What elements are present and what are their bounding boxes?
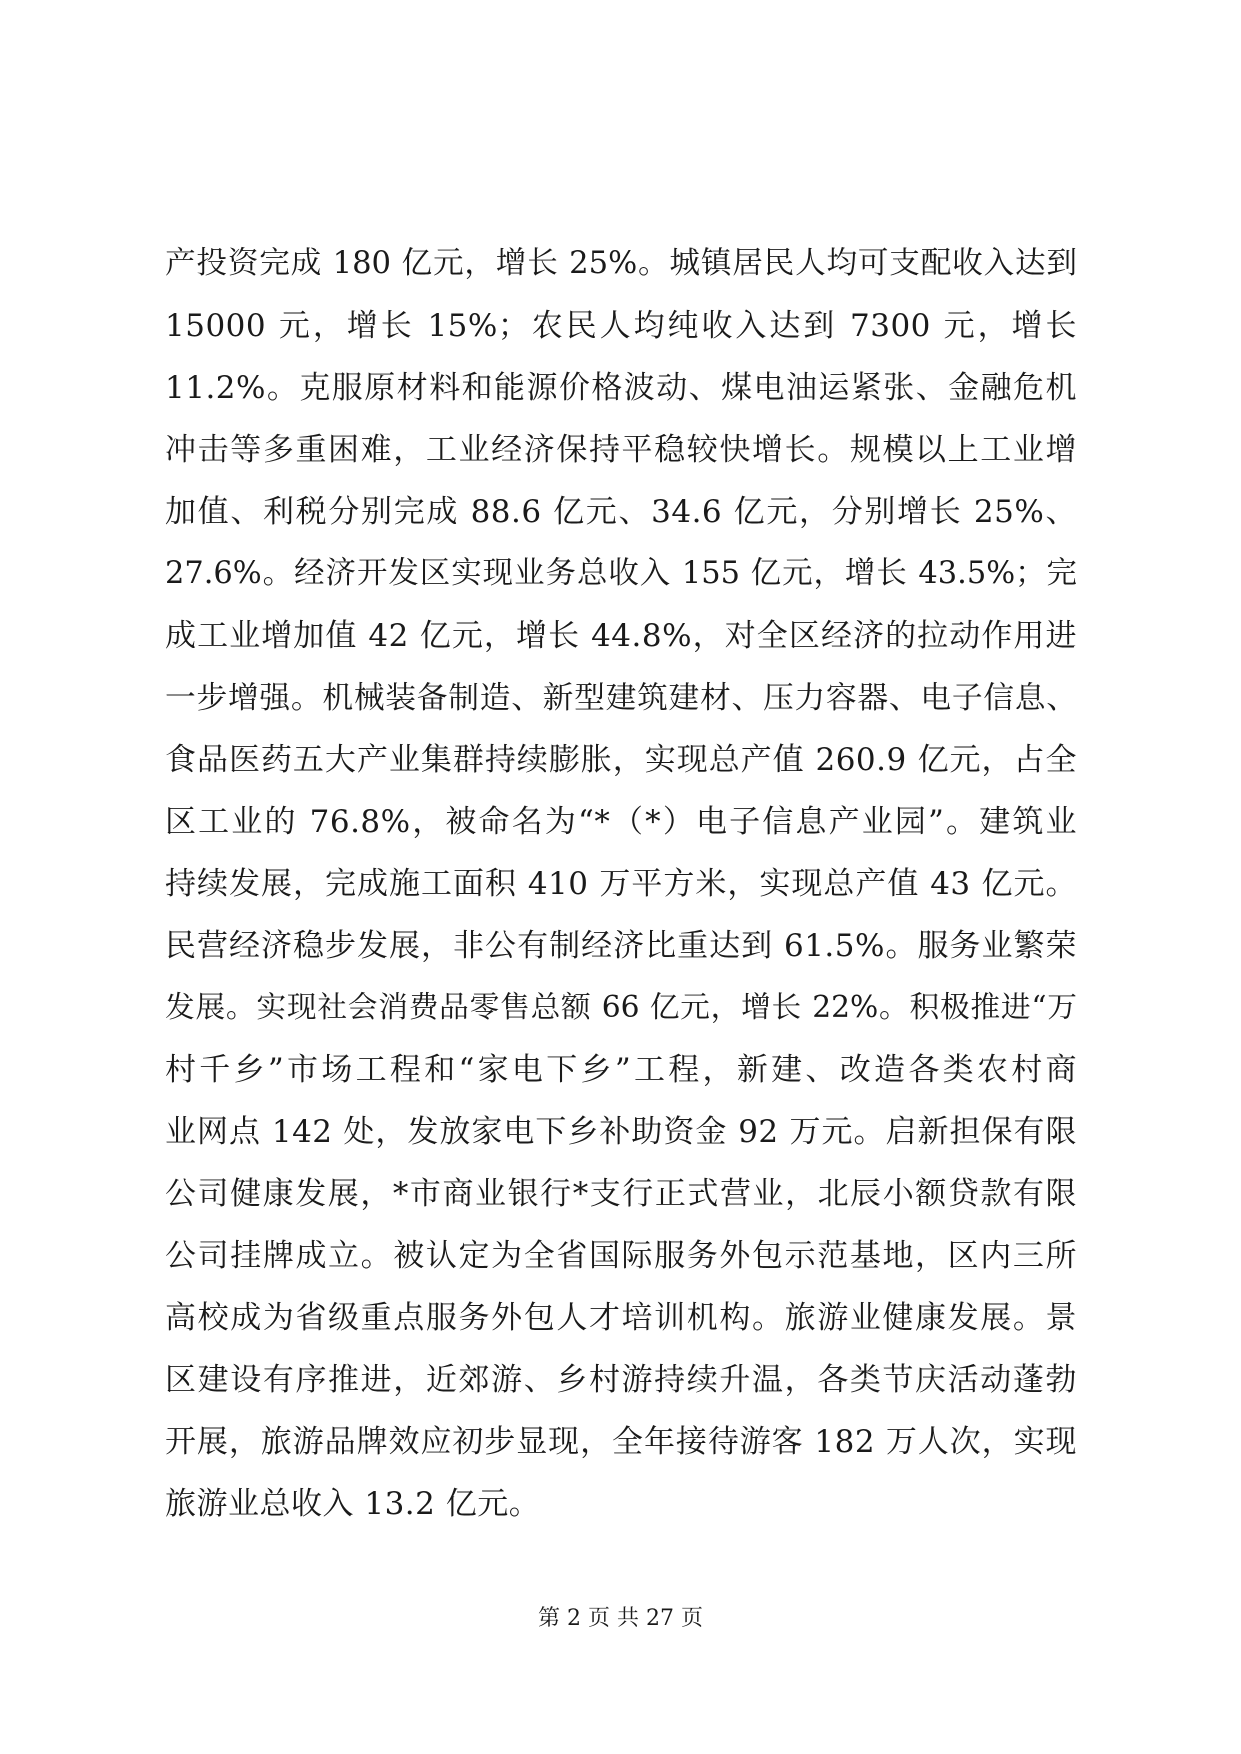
text-line: 27.6%。经济开发区实现业务总收入 155 亿元，增长 43.5%；完 xyxy=(165,556,1077,591)
text-line: 一步增强。机械装备制造、新型建筑建材、压力容器、电子信息、 xyxy=(165,680,1077,716)
text-line: 公司健康发展，*市商业银行*支行正式营业，北辰小额贷款有限 xyxy=(165,1176,1077,1212)
text-line: 区建设有序推进，近郊游、乡村游持续升温，各类节庆活动蓬勃 xyxy=(165,1362,1077,1398)
page-number-footer: 第 2 页 共 27 页 xyxy=(538,1606,703,1631)
text-line: 产投资完成 180 亿元，增长 25%。城镇居民人均可支配收入达到 xyxy=(165,246,1077,281)
text-line: 食品医药五大产业集群持续膨胀，实现总产值 260.9 亿元，占全 xyxy=(165,742,1077,778)
text-line: 成工业增加值 42 亿元，增长 44.8%，对全区经济的拉动作用进 xyxy=(165,618,1077,654)
text-line: 民营经济稳步发展，非公有制经济比重达到 61.5%。服务业繁荣 xyxy=(165,928,1077,964)
text-line: 加值、利税分别完成 88.6 亿元、34.6 亿元，分别增长 25%、 xyxy=(165,494,1077,530)
text-line: 村千乡”市场工程和“家电下乡”工程，新建、改造各类农村商 xyxy=(165,1052,1077,1088)
text-line: 冲击等多重困难，工业经济保持平稳较快增长。规模以上工业增 xyxy=(165,432,1077,468)
text-line: 发展。实现社会消费品零售总额 66 亿元，增长 22%。积极推进“万 xyxy=(165,990,1077,1025)
text-line: 开展，旅游品牌效应初步显现，全年接待游客 182 万人次，实现 xyxy=(165,1424,1077,1460)
text-line: 15000 元，增长 15%；农民人均纯收入达到 7300 元，增长 xyxy=(165,308,1077,344)
text-line: 公司挂牌成立。被认定为全省国际服务外包示范基地，区内三所 xyxy=(165,1238,1077,1274)
text-line: 11.2%。克服原材料和能源价格波动、煤电油运紧张、金融危机 xyxy=(165,370,1077,406)
text-line: 业网点 142 处，发放家电下乡补助资金 92 万元。启新担保有限 xyxy=(165,1114,1077,1150)
text-line: 高校成为省级重点服务外包人才培训机构。旅游业健康发展。景 xyxy=(165,1300,1077,1336)
body-paragraph xyxy=(165,233,1077,1535)
text-line: 持续发展，完成施工面积 410 万平方米，实现总产值 43 亿元。 xyxy=(165,866,1077,902)
text-line-last: 旅游业总收入 13.2 亿元。 xyxy=(165,1486,541,1522)
text-line: 区工业的 76.8%，被命名为“*（*）电子信息产业园”。建筑业 xyxy=(165,804,1077,840)
